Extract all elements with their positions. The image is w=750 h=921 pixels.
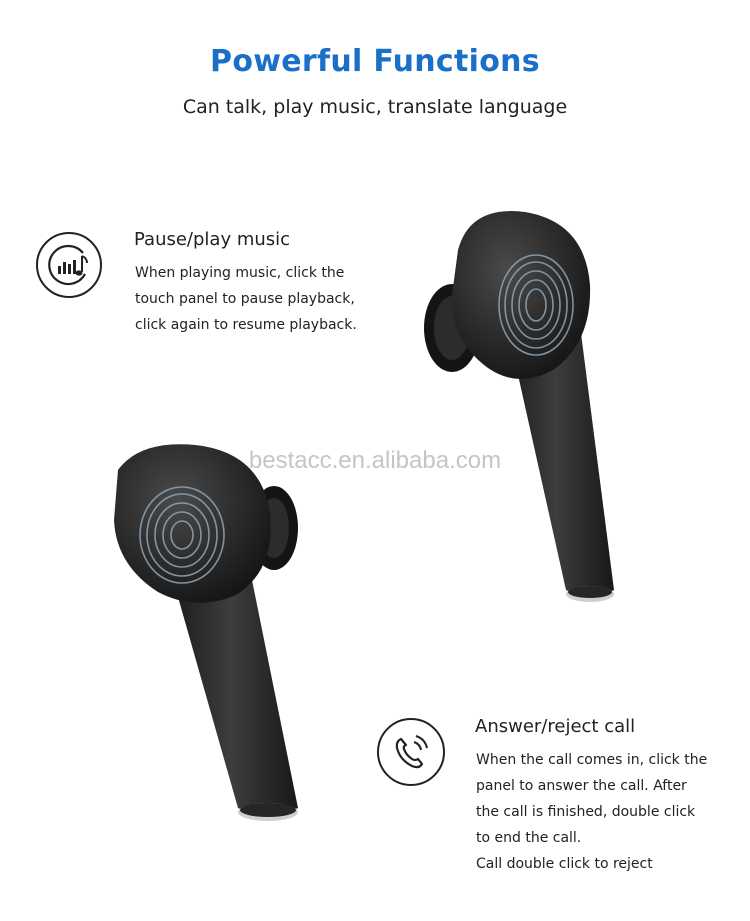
page-subtitle: Can talk, play music, translate language [182, 96, 568, 118]
feature-title-answer-reject: Answer/reject call [475, 716, 636, 737]
phone-call-icon [377, 718, 445, 786]
feature-desc-answer-reject: When the call comes in, click the panel to answer the call. After the call is finished, double click to end the call. Call double click to reject [476, 752, 708, 872]
watermark: bestacc.en.alibaba.com [248, 447, 502, 474]
feature-desc-pause-play: When playing music, click the touch panel to pause playback, click again to resume playback. [135, 265, 357, 333]
earbud-left [114, 444, 298, 821]
earbud-right [424, 211, 614, 602]
feature-title-pause-play: Pause/play music [134, 229, 291, 250]
page-title: Powerful Functions [210, 44, 540, 79]
music-play-icon [36, 232, 102, 298]
